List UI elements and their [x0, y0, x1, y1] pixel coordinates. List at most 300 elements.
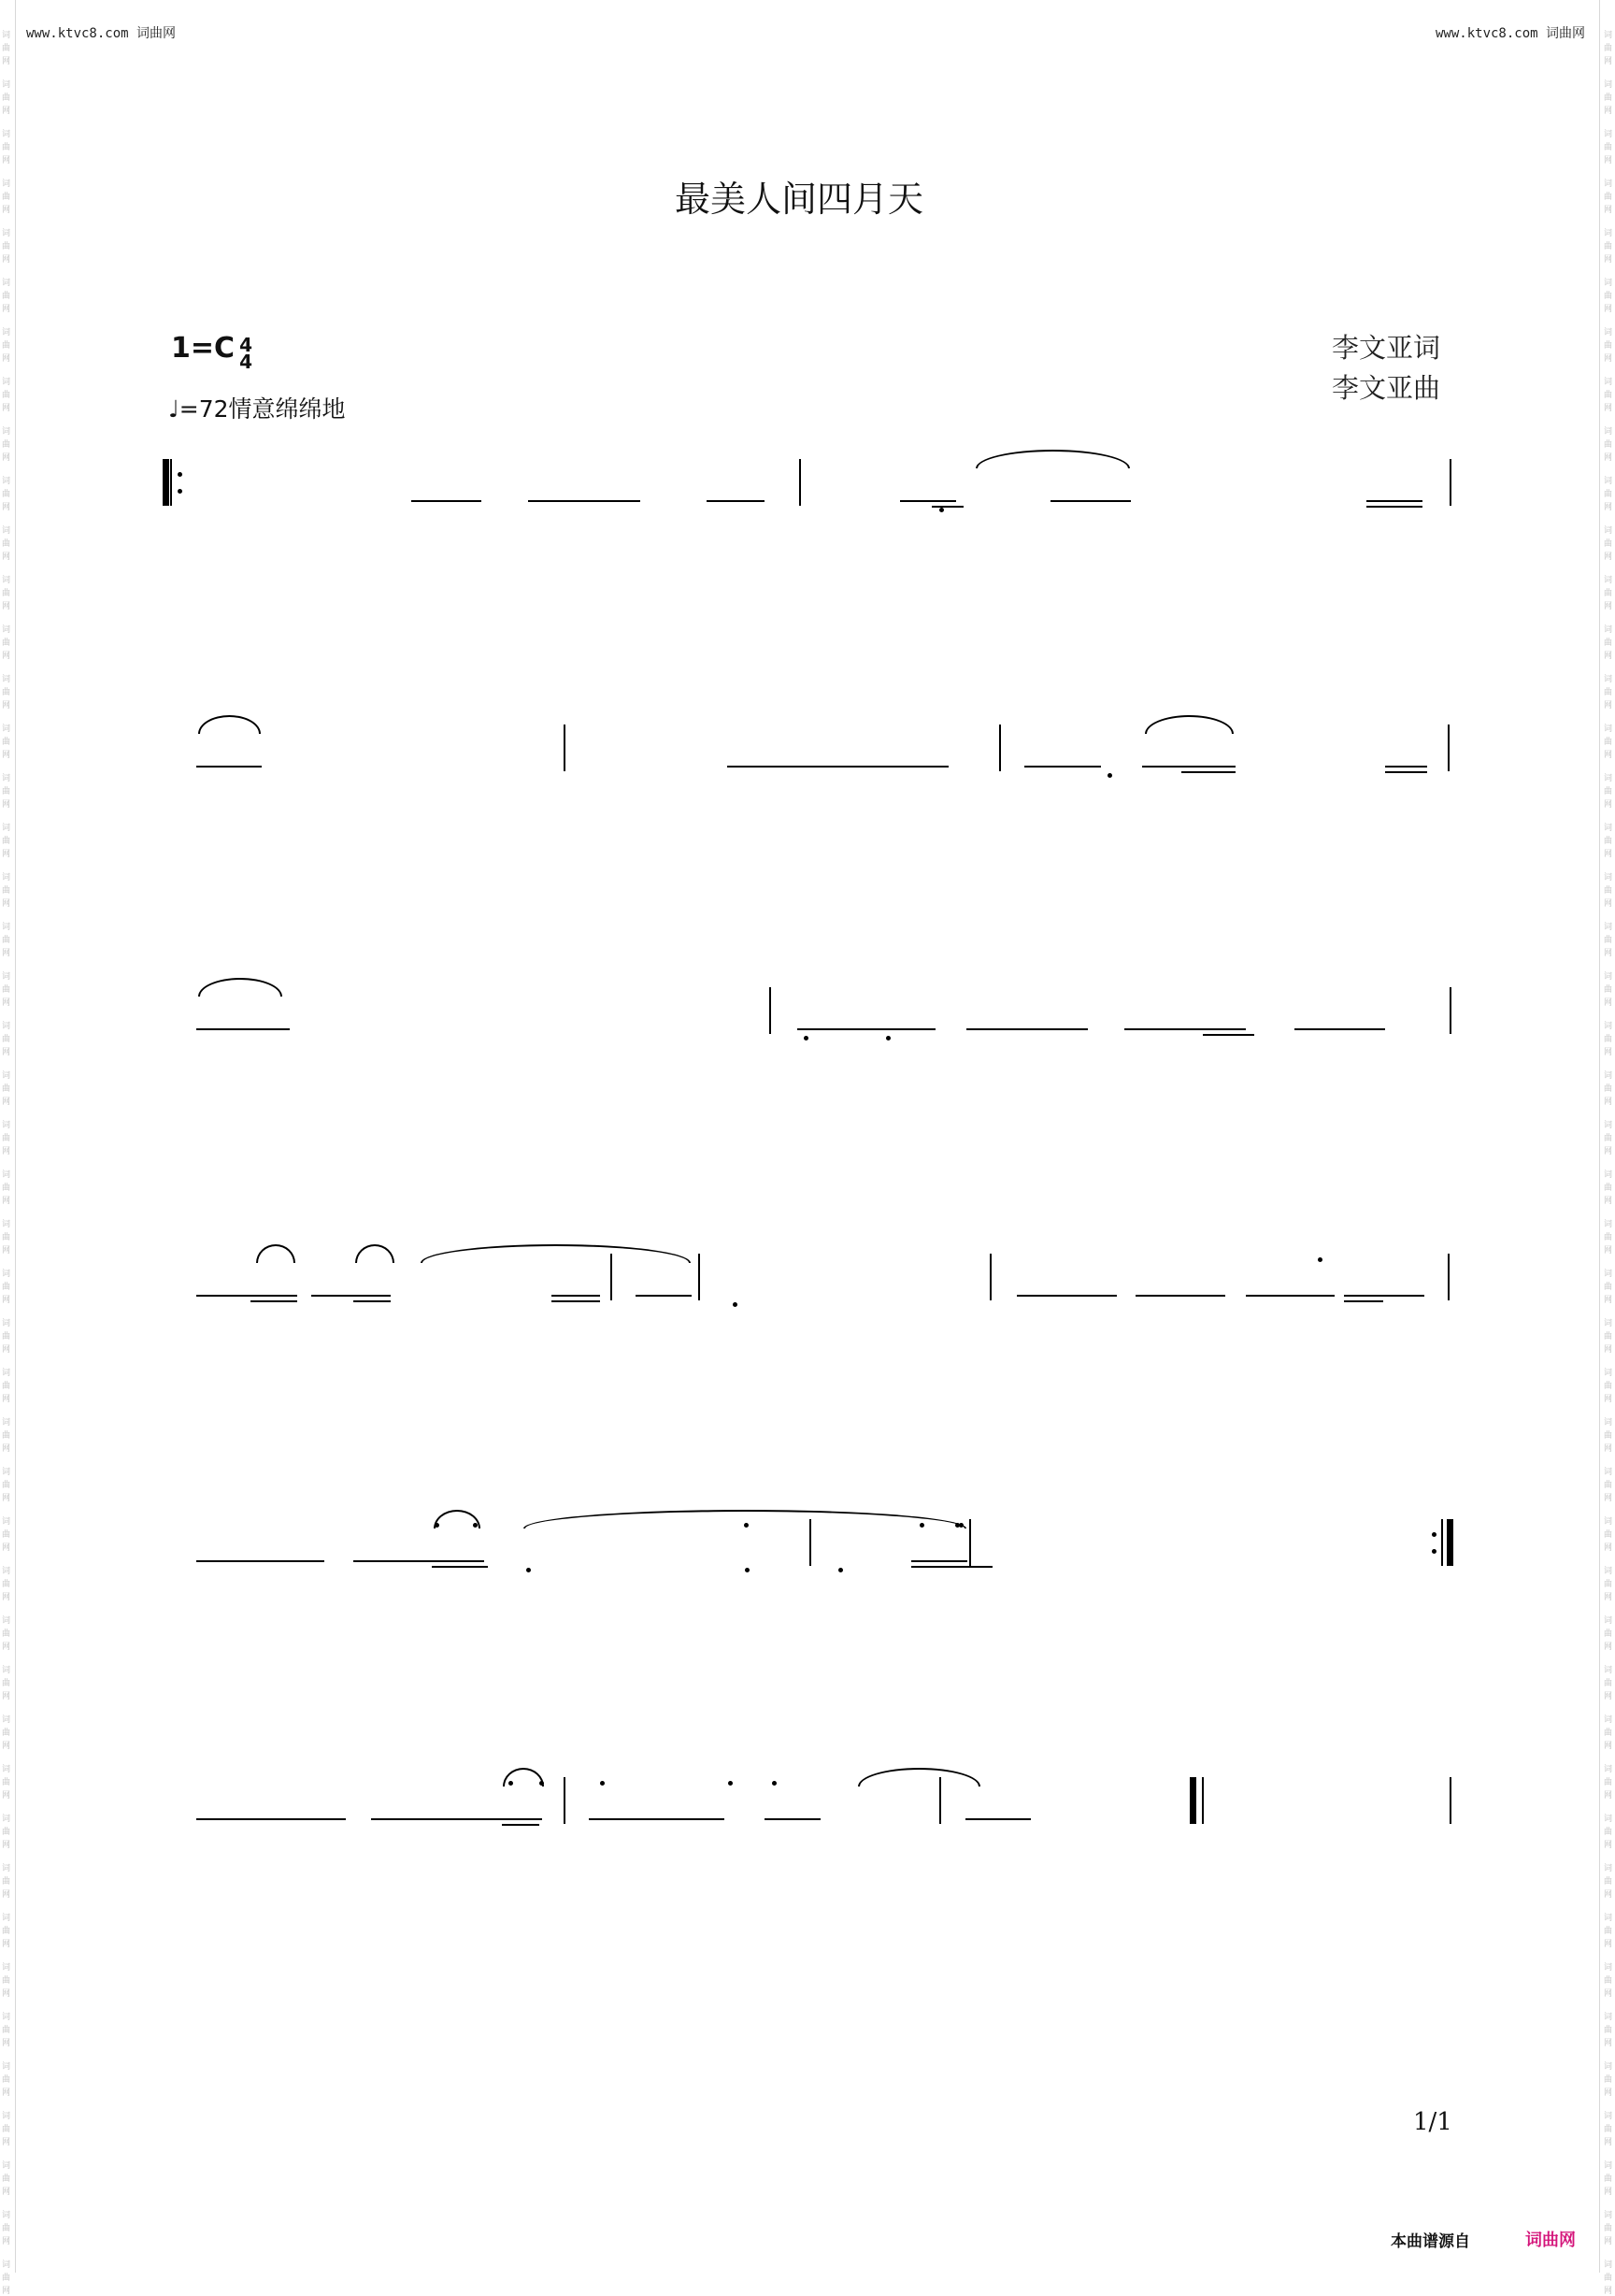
composer-credit: 李文亚曲: [1332, 372, 1441, 404]
watermark-char: 词: [2, 427, 11, 437]
octave-dot: [838, 1568, 843, 1572]
watermark-char: 词: [1604, 2112, 1613, 2121]
watermark-char: 网: [1604, 1444, 1613, 1454]
watermark-char: 曲: [1604, 1976, 1613, 1986]
left-border-line: [15, 0, 16, 2273]
watermark-char: 曲: [1604, 440, 1613, 450]
beam-line: [196, 1028, 290, 1030]
watermark-char: 词: [2, 1567, 11, 1576]
beam-line: [1344, 1300, 1383, 1302]
watermark-char: 曲: [1604, 1035, 1613, 1044]
watermark-char: 词: [1604, 1369, 1613, 1378]
watermark-char: 词: [1604, 2260, 1613, 2270]
watermark-char: 网: [1604, 1048, 1613, 1057]
watermark-char: 网: [2, 652, 11, 661]
watermark-char: 网: [1604, 1147, 1613, 1156]
beam-line: [707, 500, 765, 502]
beam-line: [411, 500, 481, 502]
watermark-char: 词: [1604, 1864, 1613, 1873]
watermark-char: 曲: [2, 1481, 11, 1490]
watermark-char: 词: [1604, 279, 1613, 288]
watermark-char: 词: [1604, 1071, 1613, 1081]
watermark-char: 曲: [2, 1828, 11, 1837]
watermark-char: 曲: [1604, 787, 1613, 796]
watermark-char: 曲: [1604, 539, 1613, 549]
octave-dot: [600, 1781, 605, 1786]
watermark-char: 曲: [1604, 1580, 1613, 1589]
watermark-char: 词: [2, 2211, 11, 2220]
watermark-char: 词: [1604, 873, 1613, 883]
watermark-char: 词: [1604, 1418, 1613, 1428]
beam-line: [797, 1028, 936, 1030]
beam-line: [966, 1028, 1088, 1030]
watermark-char: 网: [1604, 206, 1613, 215]
watermark-char: 曲: [1604, 341, 1613, 351]
beam-line: [965, 1818, 1031, 1820]
watermark-char: 曲: [1604, 2075, 1613, 2085]
octave-dot: [1318, 1257, 1322, 1262]
octave-dot: [526, 1568, 531, 1572]
watermark-char: 曲: [2, 391, 11, 400]
watermark-char: 网: [2, 1048, 11, 1057]
octave-dot: [1108, 773, 1112, 778]
slur: [976, 450, 1130, 468]
watermark-char: 曲: [1604, 688, 1613, 697]
watermark-char: 词: [2, 1121, 11, 1130]
watermark-char: 曲: [2, 738, 11, 747]
watermark-char: 词: [1604, 130, 1613, 139]
watermark-char: 曲: [2, 589, 11, 598]
watermark-char: 词: [2, 1864, 11, 1873]
watermark-char: 曲: [2, 2075, 11, 2085]
watermark-char: 词: [1604, 1715, 1613, 1725]
watermark-char: 网: [2, 354, 11, 364]
beam-line: [528, 500, 640, 502]
watermark-char: 曲: [1604, 1134, 1613, 1143]
watermark-char: 词: [2, 675, 11, 684]
watermark-char: 网: [1604, 2088, 1613, 2098]
watermark-char: 网: [1604, 1494, 1613, 1503]
watermark-char: 曲: [2, 539, 11, 549]
barline: [1450, 987, 1451, 1034]
beam-line: [932, 506, 964, 508]
watermark-char: 曲: [2, 1283, 11, 1292]
watermark-char: 曲: [2, 1629, 11, 1639]
octave-dot: [728, 1781, 733, 1786]
beam-line: [1203, 1034, 1254, 1036]
watermark-char: 曲: [2, 2174, 11, 2184]
watermark-char: 网: [1604, 453, 1613, 463]
watermark-char: 曲: [2, 44, 11, 53]
watermark-char: 曲: [1604, 2174, 1613, 2184]
watermark-char: 网: [1604, 1395, 1613, 1404]
watermark-char: 曲: [2, 143, 11, 152]
beam-line: [1024, 766, 1101, 768]
watermark-char: 词: [2, 774, 11, 783]
watermark-char: 词: [1604, 229, 1613, 238]
watermark-char: 网: [2, 701, 11, 710]
watermark-char: 曲: [1604, 2274, 1613, 2283]
watermark-char: 网: [2, 1494, 11, 1503]
watermark-char: 网: [1604, 1841, 1613, 1850]
watermark-char: 曲: [2, 341, 11, 351]
watermark-char: 曲: [2, 440, 11, 450]
watermark-char: 曲: [1604, 391, 1613, 400]
watermark-char: 曲: [1604, 2224, 1613, 2233]
slur: [1145, 715, 1234, 734]
watermark-char: 网: [2, 2188, 11, 2197]
watermark-char: 网: [1604, 652, 1613, 661]
watermark-char: 词: [2, 1071, 11, 1081]
watermark-char: 词: [2, 1963, 11, 1973]
watermark-char: 网: [2, 1593, 11, 1602]
page-number: 1/1: [1413, 2108, 1452, 2136]
site-header-left[interactable]: www.ktvc8.com 词曲网: [26, 26, 177, 41]
watermark-char: 网: [2, 1742, 11, 1751]
watermark-char: 词: [1604, 725, 1613, 734]
barline: [1202, 1777, 1204, 1824]
watermark-char: 曲: [2, 1530, 11, 1540]
watermark-char: 网: [2, 1940, 11, 1949]
octave-dot: [886, 1036, 891, 1040]
watermark-char: 曲: [1604, 1877, 1613, 1887]
watermark-char: 曲: [1604, 1233, 1613, 1242]
watermark-char: 词: [2, 2161, 11, 2171]
beam-line: [1050, 500, 1131, 502]
watermark-char: 曲: [2, 1927, 11, 1936]
octave-dot: [772, 1781, 777, 1786]
thick-barline: [1190, 1777, 1196, 1824]
watermark-char: 词: [1604, 378, 1613, 387]
repeat-start-bar: [163, 459, 169, 506]
beam-line: [1017, 1295, 1117, 1297]
barline: [799, 459, 801, 506]
octave-dot: [733, 1302, 737, 1307]
watermark-char: 词: [2, 279, 11, 288]
watermark-char: 网: [1604, 2287, 1613, 2296]
watermark-char: 曲: [2, 639, 11, 648]
watermark-char: 词: [2, 1715, 11, 1725]
watermark-char: 网: [1604, 503, 1613, 512]
watermark-char: 曲: [2, 93, 11, 103]
watermark-char: 曲: [2, 1976, 11, 1986]
site-header-right[interactable]: www.ktvc8.com 词曲网: [1436, 26, 1586, 41]
watermark-char: 曲: [1604, 1332, 1613, 1342]
watermark-char: 曲: [2, 936, 11, 945]
watermark-char: 曲: [2, 688, 11, 697]
watermark-char: 网: [1604, 1296, 1613, 1305]
watermark-char: 词: [1604, 80, 1613, 90]
slur: [256, 1244, 295, 1263]
repeat-dot: [178, 489, 182, 494]
beam-line: [1142, 766, 1236, 768]
watermark-char: 词: [2, 873, 11, 883]
watermark-char: 词: [2, 1170, 11, 1180]
watermark-char: 词: [1604, 576, 1613, 585]
watermark-char: 词: [2, 80, 11, 90]
watermark-char: 词: [2, 179, 11, 189]
barline: [1450, 459, 1451, 506]
slur: [198, 715, 261, 734]
watermark-char: 网: [1604, 1543, 1613, 1553]
watermark-char: 词: [1604, 1022, 1613, 1031]
watermark-char: 词: [2, 972, 11, 982]
watermark-char: 词: [1604, 972, 1613, 982]
beam-line: [196, 1560, 324, 1562]
beam-line: [1385, 766, 1427, 768]
time-bottom: 4: [239, 350, 253, 373]
watermark-char: 网: [2, 1890, 11, 1900]
barline: [564, 725, 565, 771]
watermark-char: 曲: [1604, 1729, 1613, 1738]
quarter-note-icon: ♩: [168, 395, 179, 423]
watermark-char: 曲: [2, 1134, 11, 1143]
slur: [355, 1244, 394, 1263]
watermark-char: 网: [2, 899, 11, 909]
watermark-char: 词: [1604, 179, 1613, 189]
beam-line: [1124, 1028, 1246, 1030]
beam-line: [353, 1560, 484, 1562]
watermark-char: 网: [1604, 701, 1613, 710]
watermark-char: 词: [2, 1517, 11, 1527]
watermark-char: 曲: [1604, 490, 1613, 499]
watermark-char: 网: [1604, 800, 1613, 810]
watermark-char: 网: [1604, 1098, 1613, 1107]
beam-line: [250, 1300, 297, 1302]
watermark-char: 曲: [2, 2274, 11, 2283]
watermark-char: 词: [1604, 328, 1613, 337]
beam-line: [636, 1295, 692, 1297]
watermark-char: 网: [2, 1692, 11, 1701]
watermark-char: 词: [2, 725, 11, 734]
tempo-text: =72情意绵绵地: [179, 395, 346, 423]
watermark-char: 网: [1604, 1345, 1613, 1355]
barline: [769, 987, 771, 1034]
watermark-char: 曲: [2, 1729, 11, 1738]
watermark-char: 词: [1604, 477, 1613, 486]
watermark-char: 曲: [1604, 44, 1613, 53]
watermark-char: 网: [2, 602, 11, 611]
watermark-char: 词: [2, 1468, 11, 1477]
slur: [421, 1244, 691, 1263]
watermark-char: 曲: [1604, 1184, 1613, 1193]
watermark-char: 网: [1604, 2039, 1613, 2048]
beam-line: [1344, 1295, 1424, 1297]
beam-line: [371, 1818, 525, 1820]
watermark-char: 曲: [2, 1233, 11, 1242]
repeat-dot: [1432, 1532, 1436, 1537]
watermark-char: 词: [2, 526, 11, 536]
watermark-char: 曲: [1604, 1382, 1613, 1391]
watermark-char: 曲: [1604, 1679, 1613, 1688]
watermark-char: 词: [1604, 1319, 1613, 1328]
watermark-char: 曲: [1604, 143, 1613, 152]
watermark-char: 网: [1604, 1246, 1613, 1256]
watermark-char: 曲: [2, 837, 11, 846]
watermark-char: 曲: [2, 886, 11, 896]
watermark-char: 词: [2, 1815, 11, 1824]
watermark-char: 网: [2, 1643, 11, 1652]
watermark-char: 曲: [1604, 2125, 1613, 2134]
watermark-char: 网: [1604, 305, 1613, 314]
watermark-char: 词: [1604, 1468, 1613, 1477]
source-label: 本曲谱源自: [1391, 2232, 1470, 2251]
beam-line: [911, 1560, 967, 1562]
watermark-char: 词: [2, 1022, 11, 1031]
watermark-char: 曲: [2, 1580, 11, 1589]
watermark-char: 网: [2, 156, 11, 165]
watermark-char: 词: [1604, 1270, 1613, 1279]
watermark-char: 词: [1604, 1517, 1613, 1527]
beam-line: [950, 1566, 993, 1568]
watermark-char: 网: [2, 1147, 11, 1156]
watermark-char: 词: [1604, 774, 1613, 783]
watermark-char: 网: [1604, 107, 1613, 116]
watermark-char: 词: [1604, 1616, 1613, 1626]
watermark-char: 词: [1604, 1815, 1613, 1824]
watermark-char: 网: [1604, 1593, 1613, 1602]
beam-line: [589, 1818, 724, 1820]
octave-dot: [939, 508, 944, 512]
watermark-char: 词: [1604, 1666, 1613, 1675]
slur: [434, 1510, 480, 1528]
watermark-char: 网: [1604, 1989, 1613, 1999]
watermark-char: 网: [1604, 1791, 1613, 1801]
watermark-char: 曲: [2, 1035, 11, 1044]
watermark-char: 词: [2, 477, 11, 486]
watermark-char: 词: [2, 2260, 11, 2270]
watermark-char: 曲: [1604, 886, 1613, 896]
watermark-char: 曲: [2, 1877, 11, 1887]
slur: [198, 978, 282, 997]
watermark-char: 曲: [1604, 242, 1613, 251]
watermark-char: 曲: [2, 2224, 11, 2233]
watermark-char: 网: [2, 453, 11, 463]
barline: [698, 1254, 700, 1300]
song-title: 最美人间四月天: [675, 179, 924, 220]
watermark-char: 网: [2, 2287, 11, 2296]
watermark-char: 曲: [1604, 639, 1613, 648]
watermark-char: 曲: [1604, 1927, 1613, 1936]
watermark-char: 网: [2, 107, 11, 116]
watermark-char: 曲: [2, 1184, 11, 1193]
watermark-char: 网: [1604, 2138, 1613, 2147]
watermark-char: 网: [1604, 850, 1613, 859]
watermark-char: 网: [1604, 1940, 1613, 1949]
watermark-char: 曲: [1604, 1778, 1613, 1787]
watermark-char: 曲: [2, 2026, 11, 2035]
watermark-char: 词: [2, 1418, 11, 1428]
watermark-char: 词: [2, 31, 11, 40]
watermark-char: 网: [1604, 1197, 1613, 1206]
beam-line: [196, 1295, 297, 1297]
barline: [999, 725, 1001, 771]
watermark-char: 网: [2, 1791, 11, 1801]
watermark-char: 曲: [1604, 738, 1613, 747]
beam-line: [311, 1295, 391, 1297]
beam-line: [765, 1818, 821, 1820]
repeat-dot: [1432, 1549, 1436, 1554]
watermark-char: 词: [2, 1616, 11, 1626]
time-signature: [239, 333, 253, 373]
watermark-char: 词: [2, 2112, 11, 2121]
watermark-char: 词: [2, 1765, 11, 1774]
watermark-char: 网: [1604, 1890, 1613, 1900]
barline: [564, 1777, 565, 1824]
watermark-char: 词: [1604, 1121, 1613, 1130]
watermark-char: 网: [2, 2039, 11, 2048]
watermark-char: 词: [2, 2062, 11, 2072]
watermark-char: 网: [2, 255, 11, 265]
watermark-char: 曲: [2, 292, 11, 301]
watermark-char: 词: [1604, 1765, 1613, 1774]
beam-line: [502, 1824, 539, 1826]
watermark-char: 曲: [2, 1679, 11, 1688]
watermark-char: 词: [2, 229, 11, 238]
watermark-char: 词: [1604, 625, 1613, 635]
beam-line: [1294, 1028, 1385, 1030]
beam-line: [727, 766, 790, 768]
watermark-char: 网: [2, 552, 11, 562]
watermark-char: 网: [1604, 899, 1613, 909]
beam-line: [900, 500, 956, 502]
watermark-char: 词: [2, 1270, 11, 1279]
watermark-char: 曲: [1604, 985, 1613, 995]
watermark-char: 网: [1604, 949, 1613, 958]
site-logo[interactable]: 词曲网: [1525, 2231, 1576, 2250]
watermark-char: 词: [1604, 1963, 1613, 1973]
watermark-char: 词: [1604, 1914, 1613, 1923]
watermark-char: 网: [1604, 156, 1613, 165]
watermark-char: 曲: [2, 1431, 11, 1441]
watermark-char: 网: [1604, 2188, 1613, 2197]
watermark-char: 曲: [1604, 1530, 1613, 1540]
watermark-char: 曲: [1604, 1431, 1613, 1441]
beam-line: [790, 766, 949, 768]
watermark-char: 网: [1604, 404, 1613, 413]
watermark-char: 曲: [2, 1332, 11, 1342]
octave-dot: [804, 1036, 808, 1040]
watermark-char: 网: [2, 1395, 11, 1404]
watermark-char: 词: [1604, 675, 1613, 684]
slur: [523, 1510, 966, 1528]
watermark-char: 曲: [1604, 93, 1613, 103]
watermark-char: 网: [1604, 57, 1613, 66]
watermark-char: 网: [2, 949, 11, 958]
beam-line: [432, 1566, 488, 1568]
watermark-char: 词: [2, 378, 11, 387]
watermark-char: 曲: [2, 490, 11, 499]
watermark-char: 曲: [1604, 589, 1613, 598]
watermark-char: 词: [2, 1319, 11, 1328]
watermark-char: 曲: [2, 1382, 11, 1391]
watermark-char: 曲: [2, 2125, 11, 2134]
beam-line: [505, 1818, 542, 1820]
watermark-char: 网: [1604, 602, 1613, 611]
beam-line: [1136, 1295, 1225, 1297]
watermark-char: 网: [2, 1296, 11, 1305]
watermark-char: 词: [2, 1220, 11, 1229]
beam-line: [1385, 771, 1427, 773]
watermark-char: 词: [1604, 1567, 1613, 1576]
watermark-char: 网: [2, 1543, 11, 1553]
watermark-char: 词: [2, 576, 11, 585]
watermark-char: 曲: [2, 985, 11, 995]
time-top: 4: [239, 333, 253, 356]
watermark-char: 词: [1604, 1220, 1613, 1229]
watermark-char: 网: [2, 751, 11, 760]
lyricist-credit: 李文亚词: [1332, 332, 1441, 364]
